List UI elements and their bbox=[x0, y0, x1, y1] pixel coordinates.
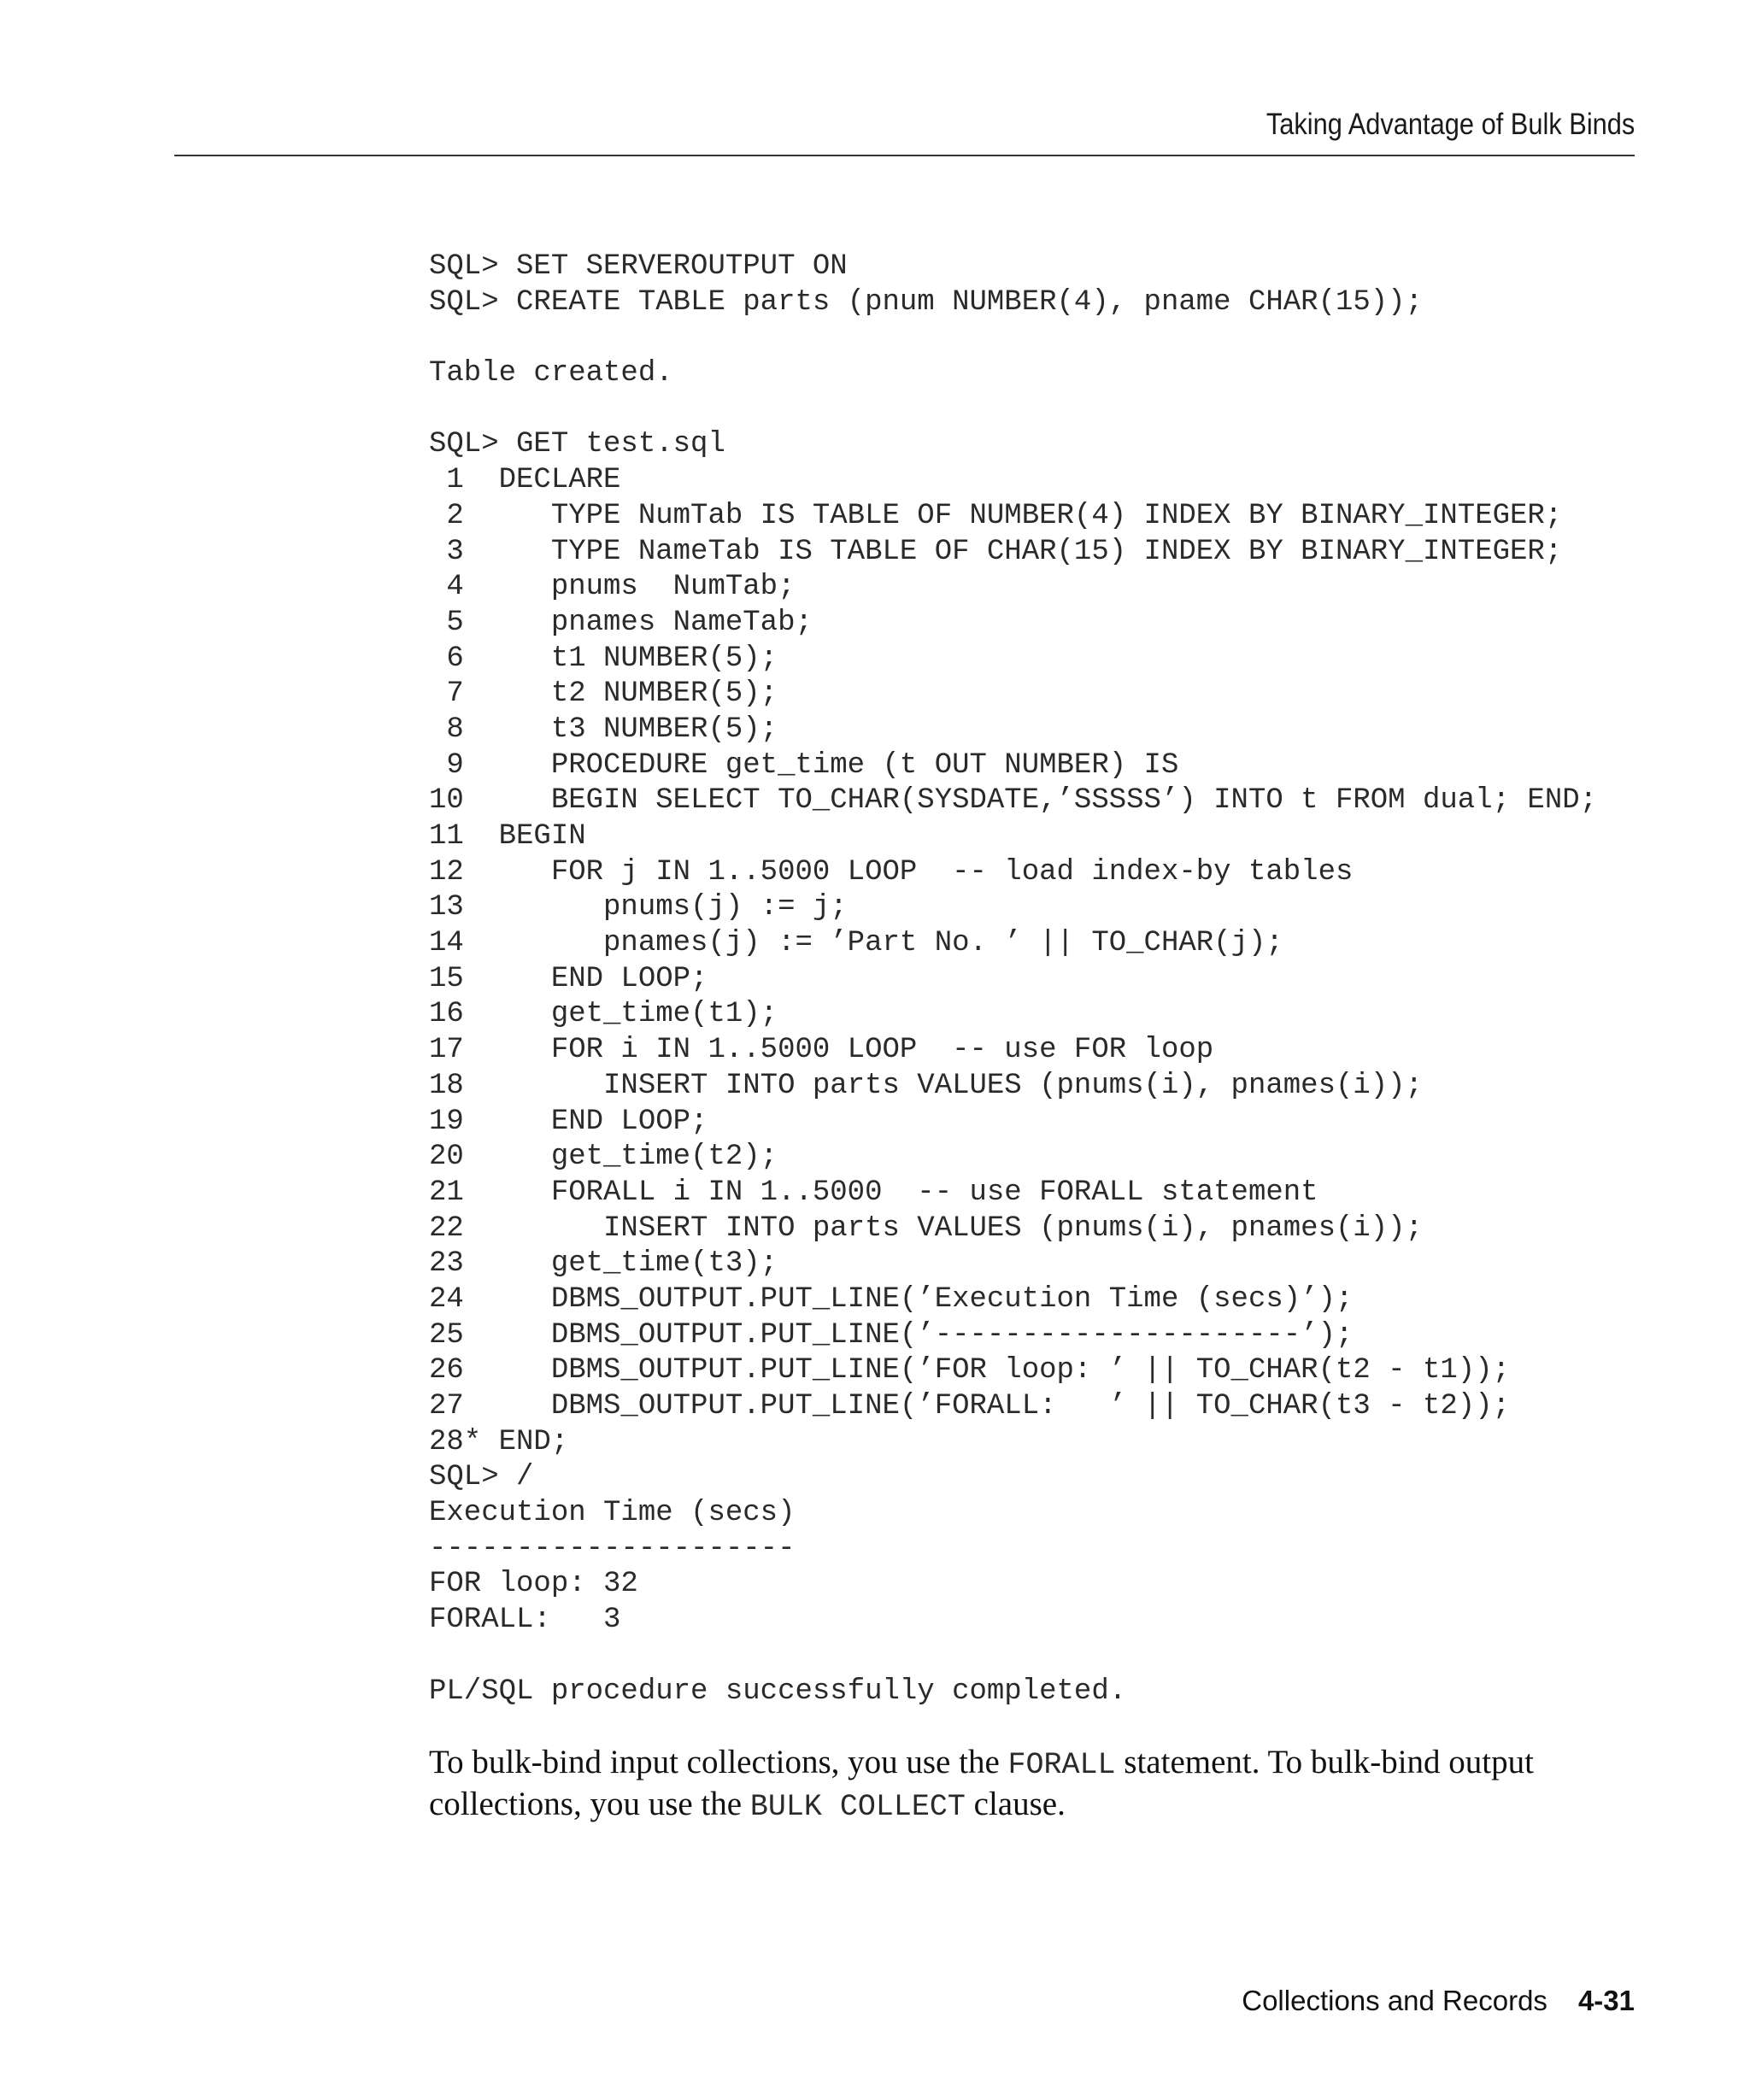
code-line: 11 BEGIN bbox=[429, 820, 586, 853]
code-line: 25 DBMS_OUTPUT.PUT_LINE(’---------------------’); bbox=[429, 1318, 1354, 1352]
body-paragraph bbox=[429, 1743, 1642, 1827]
code-line: SQL> / bbox=[429, 1461, 534, 1494]
paragraph-text-3: clause. bbox=[965, 1786, 1066, 1822]
inline-code-forall: FORALL bbox=[1007, 1748, 1116, 1782]
inline-code-bulk-collect: BULK COLLECT bbox=[749, 1790, 966, 1824]
code-line: 22 INSERT INTO parts VALUES (pnums(i), pnames(i)); bbox=[429, 1211, 1423, 1245]
footer-chapter-title: Collections and Records bbox=[1242, 1985, 1547, 2016]
code-line: 5 pnames NameTab; bbox=[429, 606, 813, 639]
code-line: Execution Time (secs) bbox=[429, 1497, 796, 1530]
code-line: 3 TYPE NameTab IS TABLE OF CHAR(15) INDEX BY BINARY_INTEGER; bbox=[429, 535, 1563, 568]
header-divider bbox=[174, 155, 1635, 156]
code-line bbox=[429, 320, 1597, 356]
code-line: 9 PROCEDURE get_time (t OUT NUMBER) IS bbox=[429, 748, 1179, 782]
running-header: Taking Advantage of Bulk Binds bbox=[1266, 108, 1635, 141]
code-line: 15 END LOOP; bbox=[429, 962, 708, 995]
page-footer bbox=[1242, 1985, 1635, 2017]
code-line: 14 pnames(j) := ’Part No. ’ || TO_CHAR(j); bbox=[429, 927, 1283, 960]
code-line: 12 FOR j IN 1..5000 LOOP -- load index-by tables bbox=[429, 855, 1354, 889]
code-line: 26 DBMS_OUTPUT.PUT_LINE(’FOR loop: ’ || TO_CHAR(t2 - t1)); bbox=[429, 1354, 1511, 1387]
code-line: 4 pnums NumTab; bbox=[429, 571, 796, 604]
code-line: 24 DBMS_OUTPUT.PUT_LINE(’Execution Time (secs)’); bbox=[429, 1282, 1354, 1316]
code-line: FOR loop: 32 bbox=[429, 1568, 638, 1601]
code-line: 23 get_time(t3); bbox=[429, 1247, 778, 1281]
code-line: 21 FORALL i IN 1..5000 -- use FORALL statement bbox=[429, 1176, 1318, 1209]
code-example bbox=[429, 249, 1597, 1710]
code-line: 17 FOR i IN 1..5000 LOOP -- use FOR loop bbox=[429, 1034, 1214, 1067]
code-line: 10 BEGIN SELECT TO_CHAR(SYSDATE,’SSSSS’) INTO t FROM dual; END; bbox=[429, 784, 1598, 818]
code-line: Table created. bbox=[429, 357, 673, 390]
page-number: 4-31 bbox=[1577, 1985, 1635, 2016]
code-line: --------------------- bbox=[429, 1532, 796, 1565]
code-line bbox=[429, 1639, 1597, 1675]
paragraph-text-1: To bulk-bind input collections, you use the bbox=[429, 1744, 1008, 1780]
code-line: 2 TYPE NumTab IS TABLE OF NUMBER(4) INDEX BY BINARY_INTEGER; bbox=[429, 499, 1563, 532]
code-line: 19 END LOOP; bbox=[429, 1105, 708, 1138]
paragraph-text-2: statement. To bulk-bind output collections, you use the bbox=[429, 1744, 1534, 1822]
code-line: SQL> CREATE TABLE parts (pnum NUMBER(4), pname CHAR(15)); bbox=[429, 285, 1423, 319]
code-line: 20 get_time(t2); bbox=[429, 1141, 778, 1174]
code-line: SQL> GET test.sql bbox=[429, 428, 725, 461]
code-line: 28* END; bbox=[429, 1425, 569, 1458]
code-line: PL/SQL procedure successfully completed. bbox=[429, 1675, 1127, 1708]
code-line: SQL> SET SERVEROUTPUT ON bbox=[429, 250, 848, 283]
code-line bbox=[429, 392, 1597, 428]
code-line: 8 t3 NUMBER(5); bbox=[429, 713, 778, 746]
code-line: 6 t1 NUMBER(5); bbox=[429, 642, 778, 675]
code-line: 7 t2 NUMBER(5); bbox=[429, 678, 778, 711]
code-line: FORALL: 3 bbox=[429, 1604, 621, 1637]
code-line: 27 DBMS_OUTPUT.PUT_LINE(’FORALL: ’ || TO_CHAR(t3 - t2)); bbox=[429, 1390, 1511, 1422]
code-line: 18 INSERT INTO parts VALUES (pnums(i), pnames(i)); bbox=[429, 1069, 1423, 1102]
code-line: 1 DECLARE bbox=[429, 464, 621, 497]
code-line: 16 get_time(t1); bbox=[429, 998, 778, 1031]
code-line: 13 pnums(j) := j; bbox=[429, 891, 848, 924]
